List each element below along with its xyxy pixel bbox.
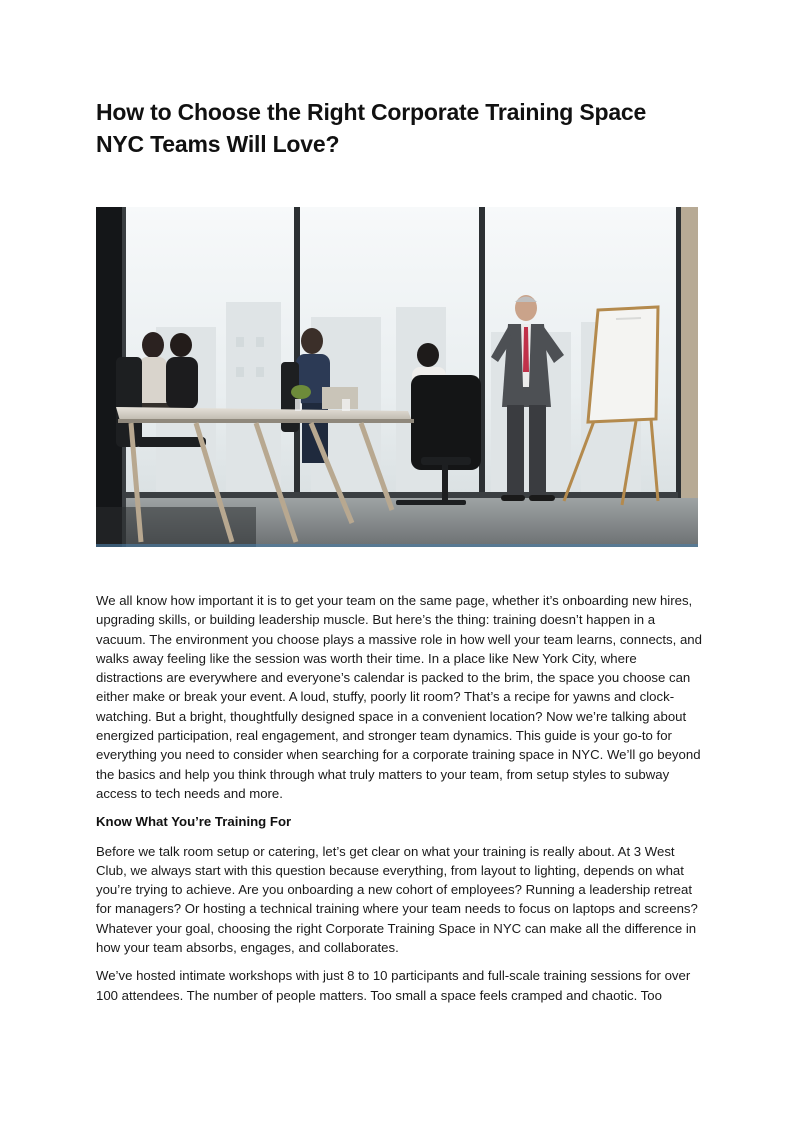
article-title-line-1: How to Choose the Right Corporate Training Space [96,99,647,125]
article-body [96,591,702,1014]
section-paragraph-1: Before we talk room setup or catering, let’s get clear on what your training is really about. At 3 West Club, we always start with this question because everything, from layout to lighting, depends on what you’re trying to achieve. Are you onboarding a new cohort of employees? Running a leadership retreat for managers? Or hosting a technical training where your team needs to focus on laptops and screens? Whatever your goal, choosing the right Corporate Training Space in NYC can make all the difference in how your team absorbs, engages, and collaborates. [96,843,698,956]
section-heading: Know What You’re Training For [96,814,292,830]
section-paragraph-2: We’ve hosted intimate workshops with just 8 to 10 participants and full-scale training sessions for over 100 attendees. The number of people matters. Too small a space feels cramped and chaotic. Too [96,968,691,1003]
hero-photo-training-room [96,207,698,547]
article-title [96,96,706,160]
article-title-line-2: NYC Teams Will Love? [96,131,340,157]
intro-paragraph: We all know how important it is to get your team on the same page, whether it’s onboarding new hires, upgrading skills, or building leadership muscle. But here’s the thing: training doesn’t happen in a vacuum. The environment you choose plays a massive role in how well your team learns, connects, and walks away feeling like the session was worth their time. In a place like New York City, where distractions are everywhere and everyone’s calendar is packed to the brim, the space you choose can either make or break your event. A loud, stuffy, poorly lit room? That’s a recipe for yawns and clock-watching. But a bright, thoughtfully designed space in a convenient location? Now we’re talking about energized participation, real engagement, and stronger team dynamics. This guide is your go-to for everything you need to consider when searching for a corporate training space in NYC. We’ll go beyond the basics and help you think through what truly matters to your team, from setup styles to subway access to tech needs and more. [96,593,702,801]
